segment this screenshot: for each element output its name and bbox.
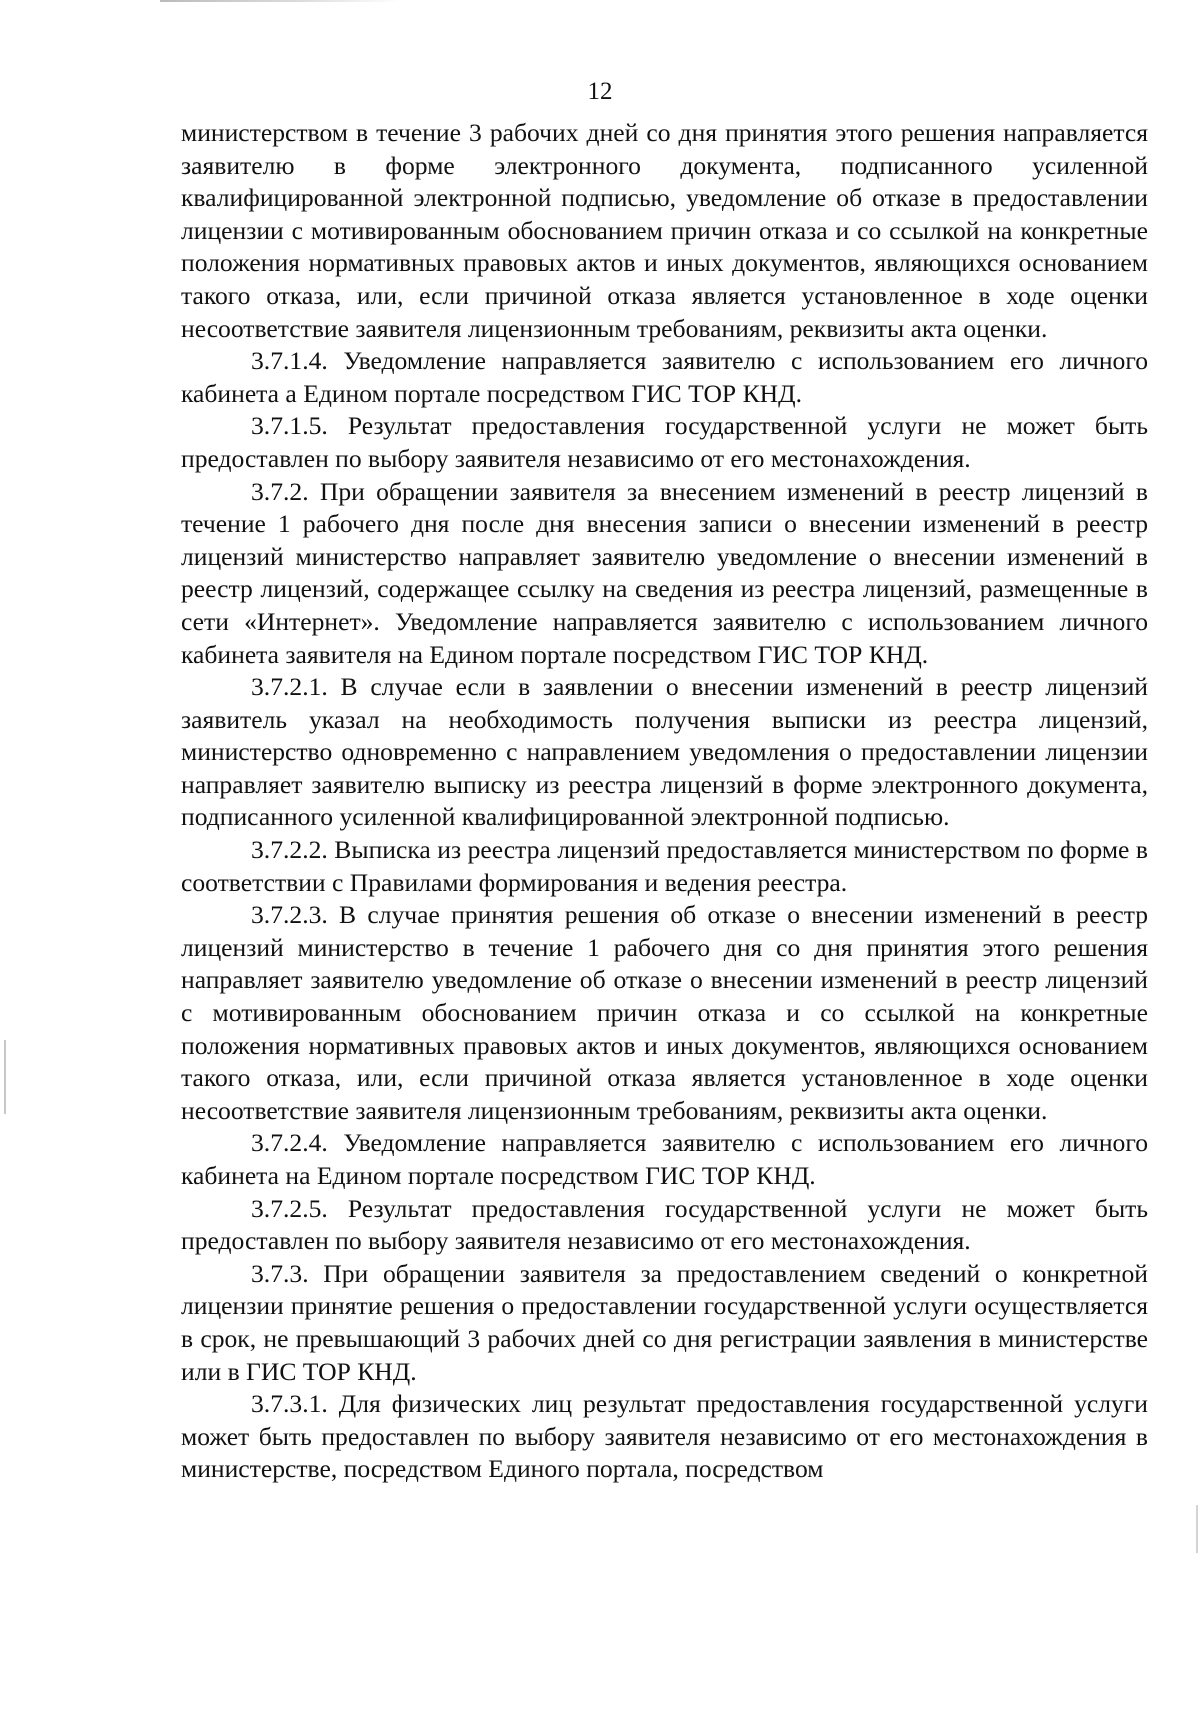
- paragraph-3-7-2-1: 3.7.2.1. В случае если в заявлении о внесении изменений в реестр лицензий заявитель указал на необходимость получения выписки из реестра лицензий, министерство одновременно с направлением уведомления о предоставлении лицензии направляет заявителю выписку из реестра лицензий в форме электронного документа, подписанного усиленной квалифицированной электронной подписью.: [181, 672, 1148, 832]
- paragraph-3-7-2-5: 3.7.2.5. Результат предоставления государственной услуги не может быть предоставлен по выбору заявителя независимо от его местонахождения.: [181, 1193, 1148, 1256]
- paragraph-3-7-2-3: 3.7.2.3. В случае принятия решения об отказе о внесении изменений в реестр лицензий министерство в течение 1 рабочего дня со дня принятия этого решения направляет заявителю уведомление об отказе о внесении изменений в реестр лицензий с мотивированным обоснованием причин отказа и со ссылкой на конкретные положения нормативных правовых актов и иных документов, являющихся основанием такого отказа, или, если причиной отказа является установленное в ходе оценки несоответствие заявителя лицензионным требованиям, реквизиты акта оценки.: [181, 900, 1148, 1125]
- paragraph-3-7-3: 3.7.3. При обращении заявителя за предоставлением сведений о конкретной лицензии принятие решения о предоставлении государственной услуги осуществляется в срок, не превышающий 3 рабочих дней со дня регистрации заявления в министерстве или в ГИС ТОР КНД.: [181, 1258, 1148, 1386]
- paragraph-3-7-1-4: 3.7.1.4. Уведомление направляется заявителю с использованием его личного кабинета а Едином портале посредством ГИС ТОР КНД.: [181, 346, 1148, 408]
- paragraph-3-7-1-5: 3.7.1.5. Результат предоставления государственной услуги не может быть предоставлен по выбору заявителя независимо от его местонахождения.: [181, 411, 1148, 473]
- paragraph-continuation: министерством в течение 3 рабочих дней со дня принятия этого решения направляется заявителю в форме электронного документа, подписанного усиленной квалифицированной электронной подписью, уведомление об отказе в предоставлении лицензии с мотивированным обоснованием причин отказа и со ссылкой на конкретные положения нормативных правовых актов и иных документов, являющихся основанием такого отказа, или, если причиной отказа является установленное в ходе оценки несоответствие заявителя лицензионным требованиям, реквизиты акта оценки.: [181, 118, 1148, 343]
- paragraph-3-7-2-4: 3.7.2.4. Уведомление направляется заявителю с использованием его личного кабинета на Едином портале посредством ГИС ТОР КНД.: [181, 1128, 1148, 1190]
- scan-edge-artifact: [160, 0, 400, 2]
- paragraph-3-7-3-1: 3.7.3.1. Для физических лиц результат предоставления государственной услуги может быть предоставлен по выбору заявителя независимо от его местонахождения в министерстве, посредством Единого портала, посредством: [181, 1389, 1148, 1484]
- scan-margin-mark-right: [1196, 1505, 1198, 1553]
- paragraph-3-7-2-2: 3.7.2.2. Выписка из реестра лицензий предоставляется министерством по форме в соответствии с Правилами формирования и ведения реестра.: [181, 835, 1148, 897]
- scan-margin-mark-left: [4, 1040, 6, 1114]
- paragraph-3-7-2: 3.7.2. При обращении заявителя за внесением изменений в реестр лицензий в течение 1 рабочего дня после дня внесения записи о внесении изменений в реестр лицензий министерство направляет заявителю уведомление о внесении изменений в реестр лицензий, содержащее ссылку на сведения из реестра лицензий, размещенные в сети «Интернет». Уведомление направляется заявителю с использованием личного кабинета заявителя на Едином портале посредством ГИС ТОР КНД.: [181, 476, 1148, 669]
- page-number: 12: [587, 78, 613, 105]
- document-body: [181, 117, 1148, 1486]
